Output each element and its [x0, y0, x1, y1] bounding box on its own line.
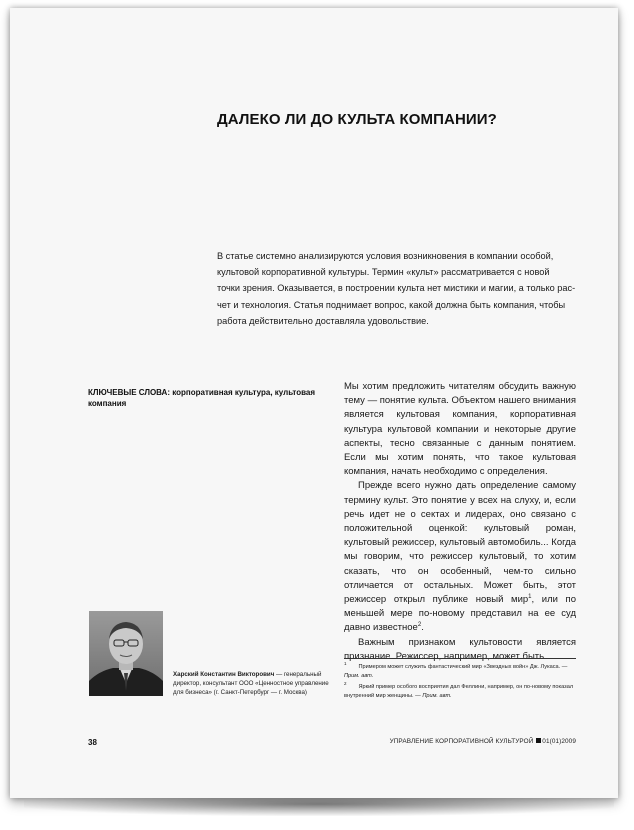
- issue-number: 01(01)2009: [542, 738, 576, 745]
- square-separator-icon: [536, 738, 541, 743]
- body-paragraph: Важным признаком культовости является признание. Режиссер, например, может быть: [344, 636, 576, 662]
- footnote-text: Примером может служить фантастический мир «Звездных войн» Дж. Лукаса. —: [358, 664, 568, 670]
- abstract-line: чет и технология. Статья поднимает вопрос, какой должна быть компания, чтобы: [217, 299, 566, 310]
- body-text-run: Прежде всего нужно дать определение самому термину культ. Это понятие у всех на слуху, и, если речь идет не о сектах и лидерах, оно связано с положительной оценкой: культовый роман, культовый режиссер, культовый автомобиль... Когда мы говорим, что режиссер культовый, то хотим сказать, что он особенный, чем-то сильно отличается от остальных. Может быть, этот режиссер открыл публике новый мир: [344, 480, 576, 606]
- footnote-number: 1: [344, 661, 347, 667]
- running-footer: [356, 738, 576, 745]
- footnote-number: 2: [344, 681, 347, 687]
- article-title: ДАЛЕКО ЛИ ДО КУЛЬТА КОМПАНИИ?: [217, 111, 497, 128]
- keywords: КЛЮЧЕВЫЕ СЛОВА: корпоративная культура, культовая компания: [88, 388, 316, 408]
- magazine-page: [10, 8, 618, 798]
- abstract-line: В статье системно анализируются условия возникновения в компании особой,: [217, 251, 554, 261]
- footnote-ref: 1: [528, 593, 532, 600]
- author-info: [173, 670, 333, 698]
- author-name: Харский Константин Викторович: [173, 671, 275, 678]
- article-abstract: [217, 248, 584, 329]
- journal-name: УПРАВЛЕНИЕ КОРПОРАТИВНОЙ КУЛЬТУРОЙ: [389, 738, 534, 745]
- footnote: [344, 683, 576, 701]
- abstract-line: точки зрения. Оказывается, в построении культа нет мистики и магии, а только рас-: [217, 283, 576, 294]
- author-description: — генеральный директор, консультант ООО «Ценностное управление для бизнеса» (г. Санкт-Петербург — г. Москва): [173, 671, 329, 697]
- footnote: [344, 663, 576, 681]
- author-portrait-image: [89, 611, 163, 696]
- body-text-run: .: [421, 622, 424, 634]
- footnote-ref: 2: [417, 622, 422, 629]
- page-number: 38: [88, 738, 97, 747]
- footnote-text: Яркий пример особого восприятия дал Феллини, например, он по-новому показал внутренний мир женщины. —: [344, 684, 574, 699]
- footnote-note: Прим. авт.: [422, 693, 452, 699]
- footnote-divider: [344, 658, 576, 659]
- author-photo: [89, 611, 163, 696]
- footnotes: [344, 663, 576, 703]
- body-text-run: , или по меньшей мере по-новому представил на ее суд давно известное: [344, 594, 576, 634]
- body-paragraph: [344, 479, 576, 635]
- body-paragraph: Мы хотим предложить читателям обсудить важную тему — понятие культа. Объектом нашего внимания является культовая компания, корпоративная культура культовой компании и некоторые другие аспекты, тесно связанные с данным понятием. Если мы хотим понять, что такое культовая компания, начать необходимо с определения.: [344, 381, 576, 478]
- abstract-line: работа действительно доставляла удовольствие.: [217, 315, 429, 326]
- footnote-note: Прим. авт.: [344, 673, 374, 679]
- abstract-line: культовой корпоративной культуры. Термин «культ» рассматривается с новой: [217, 267, 550, 278]
